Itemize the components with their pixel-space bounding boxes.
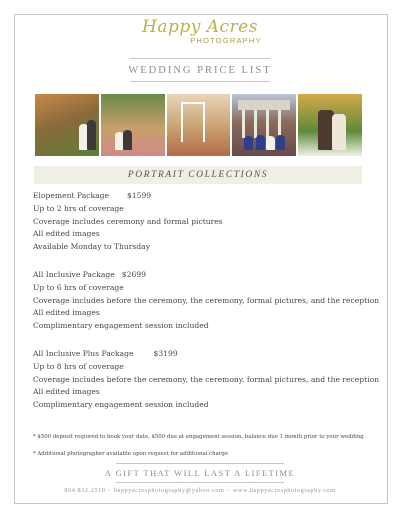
photo-strip [35, 94, 362, 156]
photographer-note: * Additional photographer available upon request for additional charge [33, 451, 229, 457]
tagline-rule-top [116, 463, 284, 464]
package-all-inclusive-plus [33, 348, 380, 412]
chapel-altar-photo [167, 94, 231, 156]
package-line: Coverage includes before the ceremony, the ceremony, formal pictures, and the reception [33, 295, 380, 305]
section-heading: PORTRAIT COLLECTIONS [34, 166, 362, 184]
contact-phone[interactable]: 804.832.2510 [64, 487, 106, 494]
package-line: All edited images [33, 229, 100, 239]
contact-line [0, 487, 400, 494]
tagline-rule-bottom [116, 482, 284, 483]
package-line: Coverage includes ceremony and formal pictures [33, 216, 223, 226]
contact-website[interactable]: www.happyacresphotography.com [232, 487, 336, 494]
page-title: WEDDING PRICE LIST [128, 65, 272, 76]
package-all-inclusive [33, 269, 380, 333]
package-line: Complimentary engagement session included [33, 321, 209, 331]
package-price: $3199 [153, 349, 178, 358]
brand-logo [0, 18, 400, 46]
package-line: All edited images [33, 308, 100, 318]
package-line: Coverage includes before the ceremony, the ceremony, formal pictures, and the reception [33, 374, 380, 384]
couple-path-photo [101, 94, 165, 156]
package-price: $2699 [121, 270, 146, 279]
bridal-party-photo [232, 94, 296, 156]
package-name: Elopement Package [33, 191, 109, 200]
contact-email[interactable]: happyacresphotography@yahoo.com [113, 487, 225, 494]
brand-script: Happy Acres [142, 17, 258, 37]
package-elopement [33, 190, 373, 254]
package-line: Complimentary engagement session included [33, 400, 209, 410]
package-name: All Inclusive Plus Package [33, 349, 134, 358]
couple-portrait-photo [298, 94, 362, 156]
package-name: All Inclusive Package [33, 270, 115, 279]
title-rule-top [130, 58, 270, 59]
contact-separator: ~ [226, 487, 231, 494]
package-line: Up to 6 hrs of coverage [33, 282, 124, 292]
package-line: All edited images [33, 387, 100, 397]
contact-separator: ~ [107, 487, 112, 494]
tagline: A GIFT THAT WILL LAST A LIFETIME [104, 469, 296, 478]
package-line: Up to 2 hrs of coverage [33, 203, 124, 213]
title-rule-bottom [130, 81, 270, 82]
package-price: $1599 [126, 191, 152, 200]
package-line: Available Monday to Thursday [33, 242, 150, 252]
package-line: Up to 8 hrs of coverage [33, 361, 124, 371]
couple-field-photo [35, 94, 99, 156]
page-border [14, 14, 388, 504]
brand-subtitle: PHOTOGRAPHY [190, 36, 262, 45]
deposit-note: * $500 deposit required to book your date, $500 due at engagement session, balance due 1 month prior to your wedding [33, 434, 364, 440]
